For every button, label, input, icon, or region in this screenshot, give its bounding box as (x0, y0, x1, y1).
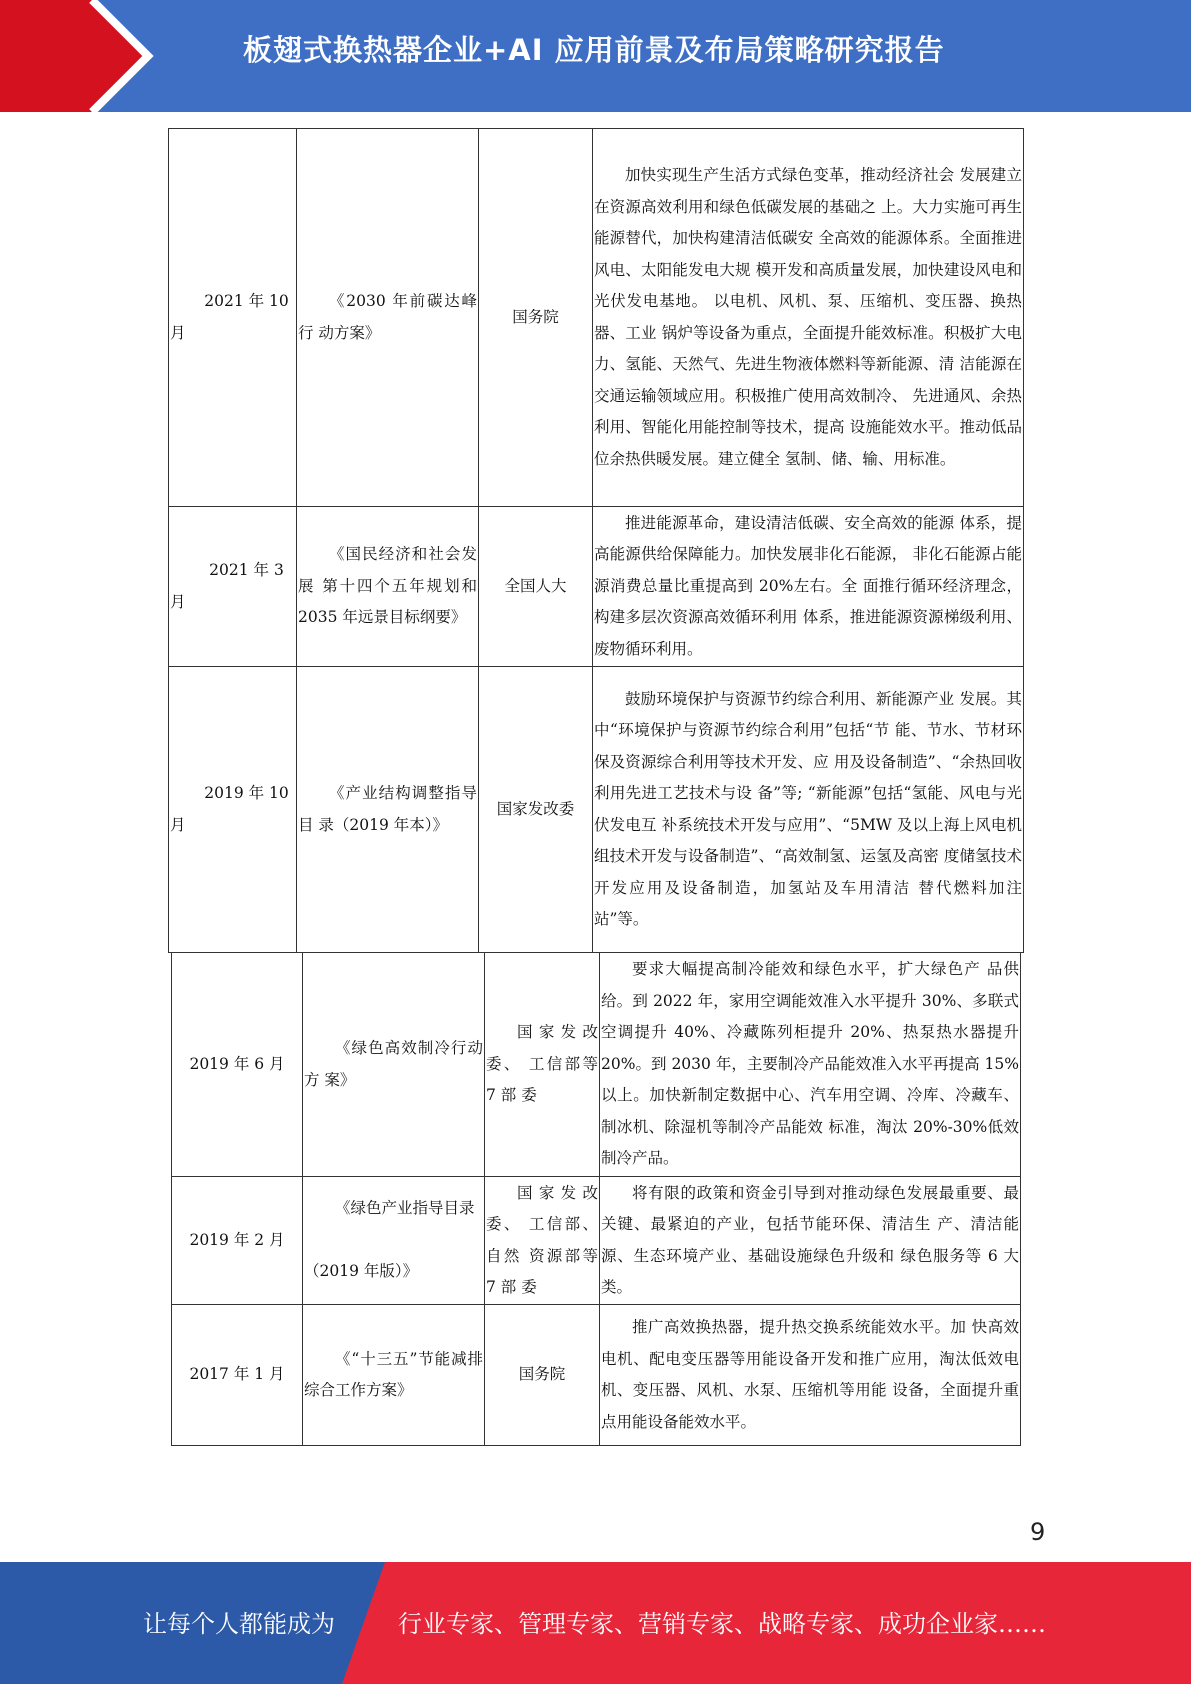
report-title: 板翅式换热器企业+AI 应用前景及布局策略研究报告 (243, 33, 945, 67)
issuer-cell: 国家发改委、 工信部、自然 资源部等 7 部 委 (485, 1177, 600, 1305)
date-cell: 2021 年 3 月 (169, 507, 297, 667)
policy-name-cell: 《绿色高效制冷行动方 案》 (303, 953, 485, 1177)
table-row (169, 667, 1024, 953)
date-cell: 2021 年 10 月 (169, 129, 297, 507)
policy-content-cell: 推进能源革命，建设清洁低碳、安全高效的能源 体系，提高能源供给保障能力。加快发展非化石能源， 非化石能源占能源消费总量比重提高到 20%左右。全 面推行循环经济理念，构建多层次资源高效循环利用 体系，推进能源资源梯级利用、废物循环利用。 (593, 507, 1024, 667)
policy-table-part-2 (171, 952, 1021, 1446)
page-number: 9 (1030, 1518, 1046, 1546)
header-arrow-decoration (0, 0, 160, 112)
policy-name-cell: 《2030 年前碳达峰行 动方案》 (297, 129, 479, 507)
issuer-cell: 全国人大 (479, 507, 593, 667)
table-row (172, 1305, 1021, 1446)
policy-content-cell: 推广高效换热器，提升热交换系统能效水平。加 快高效电机、配电变压器等用能设备开发和推广应用，淘汰低效电机、变压器、风机、水泵、压缩机等用能 设备，全面提升重点用能设备能效水平。 (600, 1305, 1021, 1446)
issuer-cell: 国务院 (485, 1305, 600, 1446)
footer-slogan-left: 让每个人都能成为 (143, 1610, 335, 1638)
issuer-cell: 国家发改委 (479, 667, 593, 953)
table-row (169, 507, 1024, 667)
policy-content-cell: 加快实现生产生活方式绿色变革，推动经济社会 发展建立在资源高效利用和绿色低碳发展的基础之 上。大力实施可再生能源替代，加快构建清洁低碳安 全高效的能源体系。全面推进风电、太阳能发电大规 模开发和高质量发展，加快建设风电和光伏发电基地。 以电机、风机、泵、压缩机、变压器、换热器、工业 锅炉等设备为重点，全面提升能效标准。积极扩大电 力、氢能、天然气、先进生物液体燃料等新能源、清 洁能源在交通运输领域应用。积极推广使用高效制冷、 先进通风、余热利用、智能化用能控制等技术，提高 设施能效水平。推动低品位余热供暖发展。建立健全 氢制、储、输、用标准。 (593, 129, 1024, 507)
issuer-cell: 国家发改委、 工信部等 7 部 委 (485, 953, 600, 1177)
date-cell: 2019 年 2 月 (172, 1177, 303, 1305)
policy-name-cell: 《产业结构调整指导目 录（2019 年本）》 (297, 667, 479, 953)
date-cell: 2019 年 10 月 (169, 667, 297, 953)
policy-content-cell: 要求大幅提高制冷能效和绿色水平，扩大绿色产 品供给。到 2022 年，家用空调能效准入水平提升 30%、多联式空调提升 40%、冷藏陈列柜提升 20%、热泵热水器提升 20%。到 2030 年，主要制冷产品能效准入水平再提高 15%以上。加快新制定数据中心、汽车用空调、冷库、冷藏车、制冰机、除湿机等制冷产品能效 标准，淘汰 20%-30%低效制冷产品。 (600, 953, 1021, 1177)
footer-banner (0, 1562, 1191, 1684)
policy-name-cell: 《国民经济和社会发展 第十四个五年规划和 2035 年远景目标纲要》 (297, 507, 479, 667)
policy-table-part-1 (168, 128, 1024, 953)
policy-content-cell: 鼓励环境保护与资源节约综合利用、新能源产业 发展。其中“环境保护与资源节约综合利用”包括“节 能、节水、节材环保及资源综合利用等技术开发、应 用及设备制造”、“余热回收利用先进工艺技术与设 备”等; “新能源”包括“氢能、风电与光伏发电互 补系统技术开发与应用”、“5MW 及以上海上风电机 组技术开发与设备制造”、“高效制氢、运氢及高密 度储氢技术开发应用及设备制造，加氢站及车用清洁 替代燃料加注站”等。 (593, 667, 1024, 953)
header-banner (0, 0, 1191, 112)
policy-name-cell: 《绿色产业指导目录 （2019 年版）》 (303, 1177, 485, 1305)
date-cell: 2019 年 6 月 (172, 953, 303, 1177)
footer-slogan-right: 行业专家、管理专家、营销专家、战略专家、成功企业家…… (398, 1610, 1046, 1638)
table-row (169, 129, 1024, 507)
policy-name-cell: 《“十三五”节能减排 综合工作方案》 (303, 1305, 485, 1446)
issuer-cell: 国务院 (479, 129, 593, 507)
table-row (172, 953, 1021, 1177)
date-cell: 2017 年 1 月 (172, 1305, 303, 1446)
table-row (172, 1177, 1021, 1305)
policy-content-cell: 将有限的政策和资金引导到对推动绿色发展最重要、最关键、最紧迫的产业，包括节能环保、清洁生 产、清洁能源、生态环境产业、基础设施绿色升级和 绿色服务等 6 大类。 (600, 1177, 1021, 1305)
